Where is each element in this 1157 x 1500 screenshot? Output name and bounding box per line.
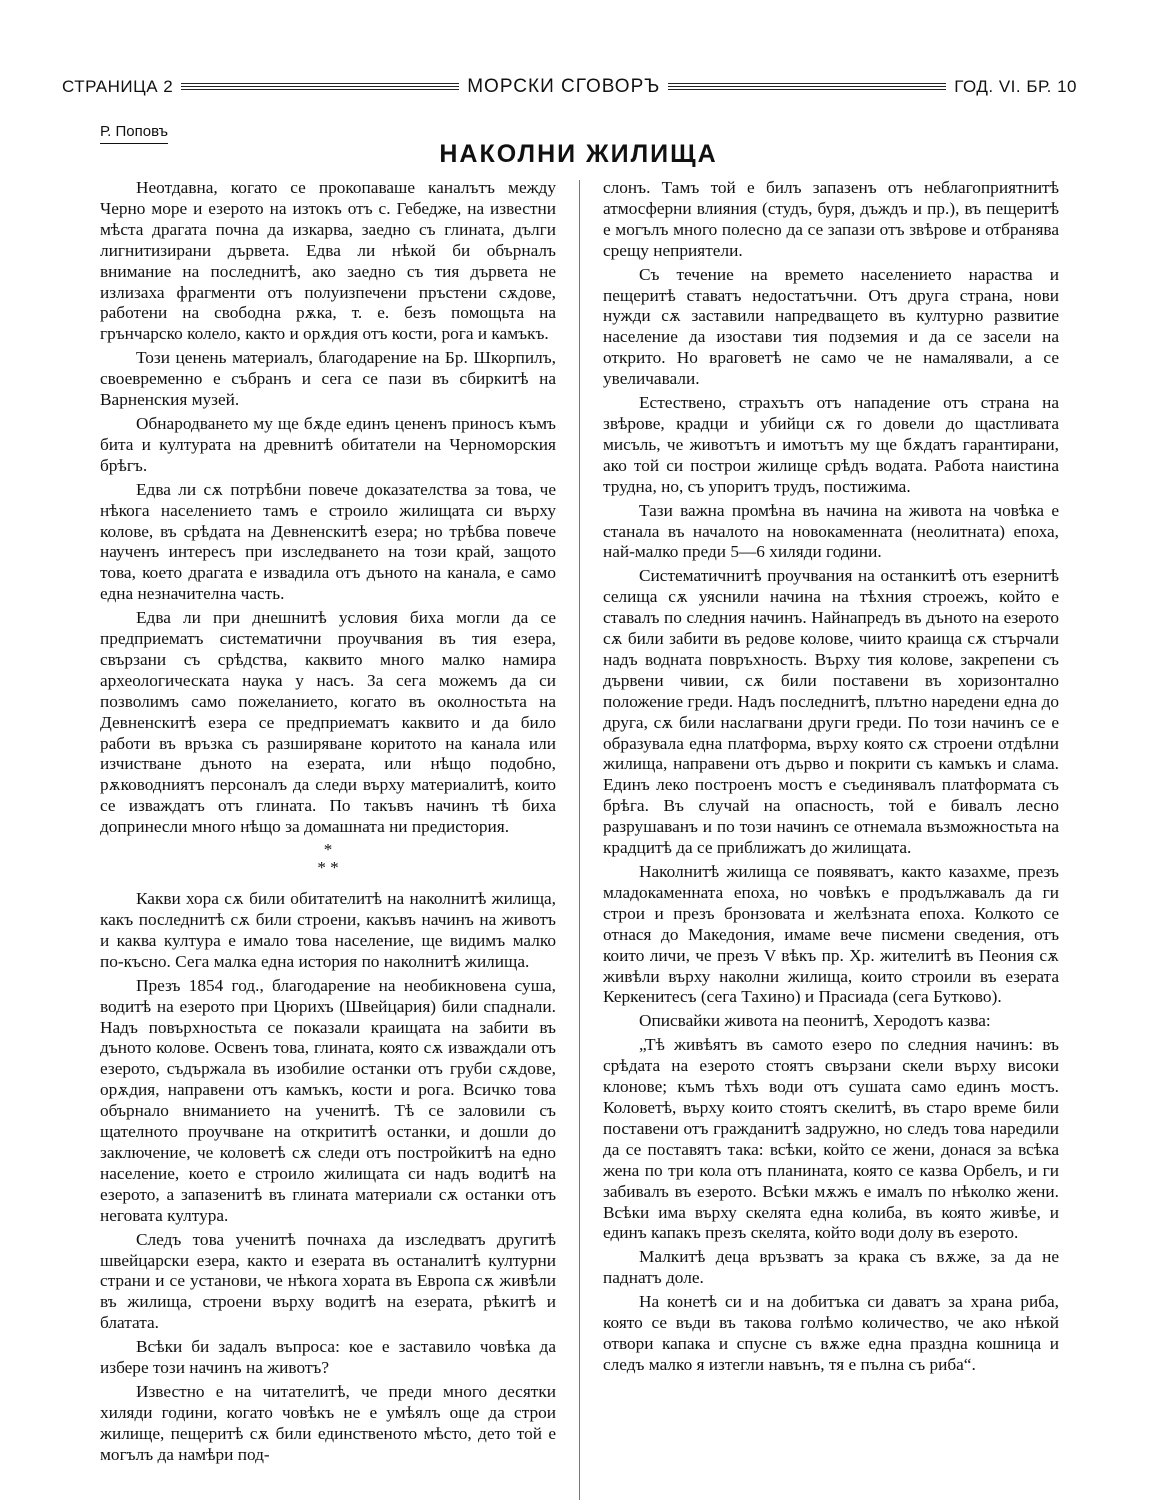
quote-paragraph: На конетѣ си и на добитъка си даватъ за храна риба, която се въди въ такова голѣмо количество, че ако нѣкой отвори капака и спусне съ вѫже една праздна кошница и следъ малко я изтегли навънъ, тя е пълна съ риба“. <box>603 1292 1059 1374</box>
left-column <box>100 178 556 1469</box>
paragraph: слонъ. Тамъ той е билъ запазенъ отъ неблагоприятнитѣ атмосферни влияния (студъ, буря, дъждъ и пр.), въ пещеритѣ е могълъ много полесно да се запази отъ звѣрове и отбранява срещу неприятели. <box>603 178 1059 260</box>
paragraph: Какви хора сѫ били обитателитѣ на наколнитѣ жилища, какъ последнитѣ сѫ били строени, какъвъ начинъ на животъ и каква култура е имало това население, ще видимъ малко по-късно. Сега малка една история по наколнитѣ жилища. <box>100 889 556 971</box>
section-divider <box>100 841 556 877</box>
right-column <box>603 178 1059 1379</box>
paragraph: Този ценень материалъ, благодарение на Бр. Шкорпилъ, своевременно е събранъ и сега се пази въ сбиркитѣ на Варненския музей. <box>100 348 556 410</box>
paragraph: Тази важна промѣна въ начина на живота на човѣка е станала въ началото на новокаменната (неолитната) епоха, най-малко преди 5—6 хиляди години. <box>603 500 1059 562</box>
paragraph: Наколнитѣ жилища се появяватъ, както казахме, презъ младокаменната епоха, но човѣкъ е продължавалъ да ги строи и презъ бронзовата и желѣзната епоха. Колкото се отнася до Македония, имаме вече писмени сведения, отъ които личи, че презъ V вѣкъ пр. Хр. жителитѣ въ Пеония сѫ живѣли върху наколни жилища, които строили въ езерата Керкенитесъ (сега Тахино) и Прасиада (сега Бутково). <box>603 862 1059 1007</box>
paragraph: Неотдавна, когато се прокопаваше каналътъ между Черно море и езерото на изтокъ отъ с. Гебедже, на известни мѣста драгата почна да изкарва, заедно съ глината, дълги лигнитизирани дървета. Едва ли нѣкой би обърналъ внимание на последнитѣ, ако заедно съ тия дървета не излизаха фрагменти отъ полуизпечени пръстени сѫдове, работени на свободна рѫка, т. е. безъ помощьта на грънчарско колело, както и орѫдия отъ кости, рога и камъкъ. <box>100 178 556 344</box>
paragraph: Обнародването му ще бѫде единъ цененъ приносъ къмъ бита и културата на древнитѣ обитатели на Черноморския брѣгъ. <box>100 413 556 475</box>
paragraph: Известно е на читателитѣ, че преди много десятки хиляди години, когато човѣкъ не е умѣялъ още да строи жилище, пещеритѣ сѫ били единственото мѣсто, дето той е могълъ да намѣри под- <box>100 1381 556 1464</box>
asterism-bottom: * * <box>317 858 339 878</box>
asterism-top: * <box>323 840 333 860</box>
paragraph: Всѣки би задалъ въпроса: кое е заставило човѣка да избере този начинъ на животъ? <box>100 1337 556 1378</box>
issue-label: ГОД. VI. БР. 10 <box>954 77 1077 96</box>
paragraph: Систематичнитѣ проучвания на останкитѣ отъ езернитѣ селища сѫ уяснили начина на тѣхния строежъ, който е ставалъ по следния начинъ. Найнапредъ въ дъното на езерото сѫ били забити въ редове колове, чиито краища сѫ стърчали надъ водната повръхность. Върху тия колове, закрепени съ дървени чивии, сѫ били поставени въ хоризонтално положение греди. Надъ последнитѣ, плътно наредени една до друга, сѫ били наслагвани други греди. По този начинъ се е образувала една платформа, върху която сѫ строени отдѣлни жилища, направени отъ дърво и покрити съ камъкъ и слама. Единъ леко построенъ мостъ е съединявалъ платформата съ брѣга. Въ случай на опасность, той е бивалъ лесно разрушаванъ и по този начинъ се отнемала възможностьта на крадцитѣ да се приближатъ до жилищата. <box>603 566 1059 858</box>
page-header <box>62 72 1077 102</box>
article-title: НАКОЛНИ ЖИЛИЩА <box>439 140 718 168</box>
column-divider <box>579 180 580 1500</box>
paragraph: Едва ли сѫ потрѣбни повече доказателства за това, че нѣкога населението тамъ е строило жилищата си върху колове, въ срѣдата на Девненскитѣ езера; но трѣбва повече наученъ интересъ при изследването на този край, защото това, което драгата е извадила отъ дъното на канала, е само една незначителна часть. <box>100 479 556 604</box>
paragraph: Съ течение на времето населението нараства и пещеритѣ ставатъ недостатъчни. Отъ друга страна, нови нужди сѫ заставили напредващето въ културно развитие население да изостави тия подземия и да се засели на открито. Но враговетѣ не само че не намалявали, а се увеличавали. <box>603 264 1059 389</box>
article-author: Р. Поповъ <box>100 123 168 144</box>
paragraph: Едва ли при днешнитѣ условия биха могли да се предприематъ систематични проучвания въ тия езера, свързани съ срѣдства, каквито много малко намира археологическата наука у насъ. За сега можемъ да си позволимъ само пожеланието, когато въ околностьта на Девненскитѣ езера се предприематъ каквито и да било работи въ връзка съ разширяване коритото на канала или изчистване дъното на езерата, или нѣщо подобно, рѫководниятъ персоналъ да следи върху материалитѣ, които се изваждатъ отъ глината. По такъвъ начинъ тѣ биха допринесли много нѣщо за домашната ни предистория. <box>100 608 556 837</box>
quote-paragraph: Малкитѣ деца връзватъ за крака съ вѫже, за да не паднатъ доле. <box>603 1247 1059 1288</box>
paragraph: Естествено, страхътъ отъ нападение отъ страна на звѣрове, крадци и убийци сѫ го довели до щастливата мисъль, че животътъ и имотътъ му ще бѫдатъ гарантирани, ако той си построи жилище срѣдъ водата. Работа наистина трудна, но, съ упоритъ трудъ, постижима. <box>603 393 1059 496</box>
publication-name: МОРСКИ СГОВОРЪ <box>467 76 661 97</box>
quote-paragraph: „Тѣ живѣятъ въ самото езеро по следния начинъ: въ срѣдата на езерото стоятъ свързани скели върху високи клонове; къмъ тѣхъ води отъ сушата само единъ мостъ. Коловетѣ, върху които стоятъ скелитѣ, въ старо време били поставени отъ гражданитѣ задружно, но следъ това наредили да се поставятъ така: всѣки, който се жени, донася за всѣка жена по три кола отъ планината, която се казва Орбелъ, и ги забивалъ въ езерото. Всѣки мѫжъ е ималъ по нѣколко жени. Всѣки има върху скелята една колиба, въ която живѣе, и единъ капакъ презъ скелята, който води долу въ езерото. <box>603 1035 1059 1243</box>
header-rule-right <box>668 83 946 91</box>
paragraph: Презъ 1854 год., благодарение на необикновена суша, водитѣ на езерото при Цюрихъ (Швейцария) били спаднали. Надъ повърхностьта се показали краищата на забити въ дъното колове. Освенъ това, глината, която сѫ изваждали отъ езерото, съдържала въ изобилие останки отъ груби сѫдове, орѫдия, направени отъ камъкъ, кости и рога. Всичко това обърнало вниманието на ученитѣ. Тѣ се заловили съ щателното проучване на открититѣ останки, и дошли до заключение, че коловетѣ сѫ следи отъ постройкитѣ на едно население, което е строило жилищата си надъ водитѣ на езерото, а запазенитѣ въ глината материали сѫ останки отъ неговата култура. <box>100 975 556 1225</box>
page-number-label: СТРАНИЦА 2 <box>62 77 174 96</box>
paragraph: Описвайки живота на пеонитѣ, Херодотъ казва: <box>639 1011 991 1031</box>
header-rule-left <box>181 83 459 91</box>
paragraph: Следъ това ученитѣ почнаха да изследватъ другитѣ швейцарски езера, както и езерата въ останалитѣ културни страни и се установи, че нѣкога хората въ Европа сѫ живѣли въ жилища, строени върху водитѣ на езерата, рѣкитѣ и блатата. <box>100 1229 556 1333</box>
